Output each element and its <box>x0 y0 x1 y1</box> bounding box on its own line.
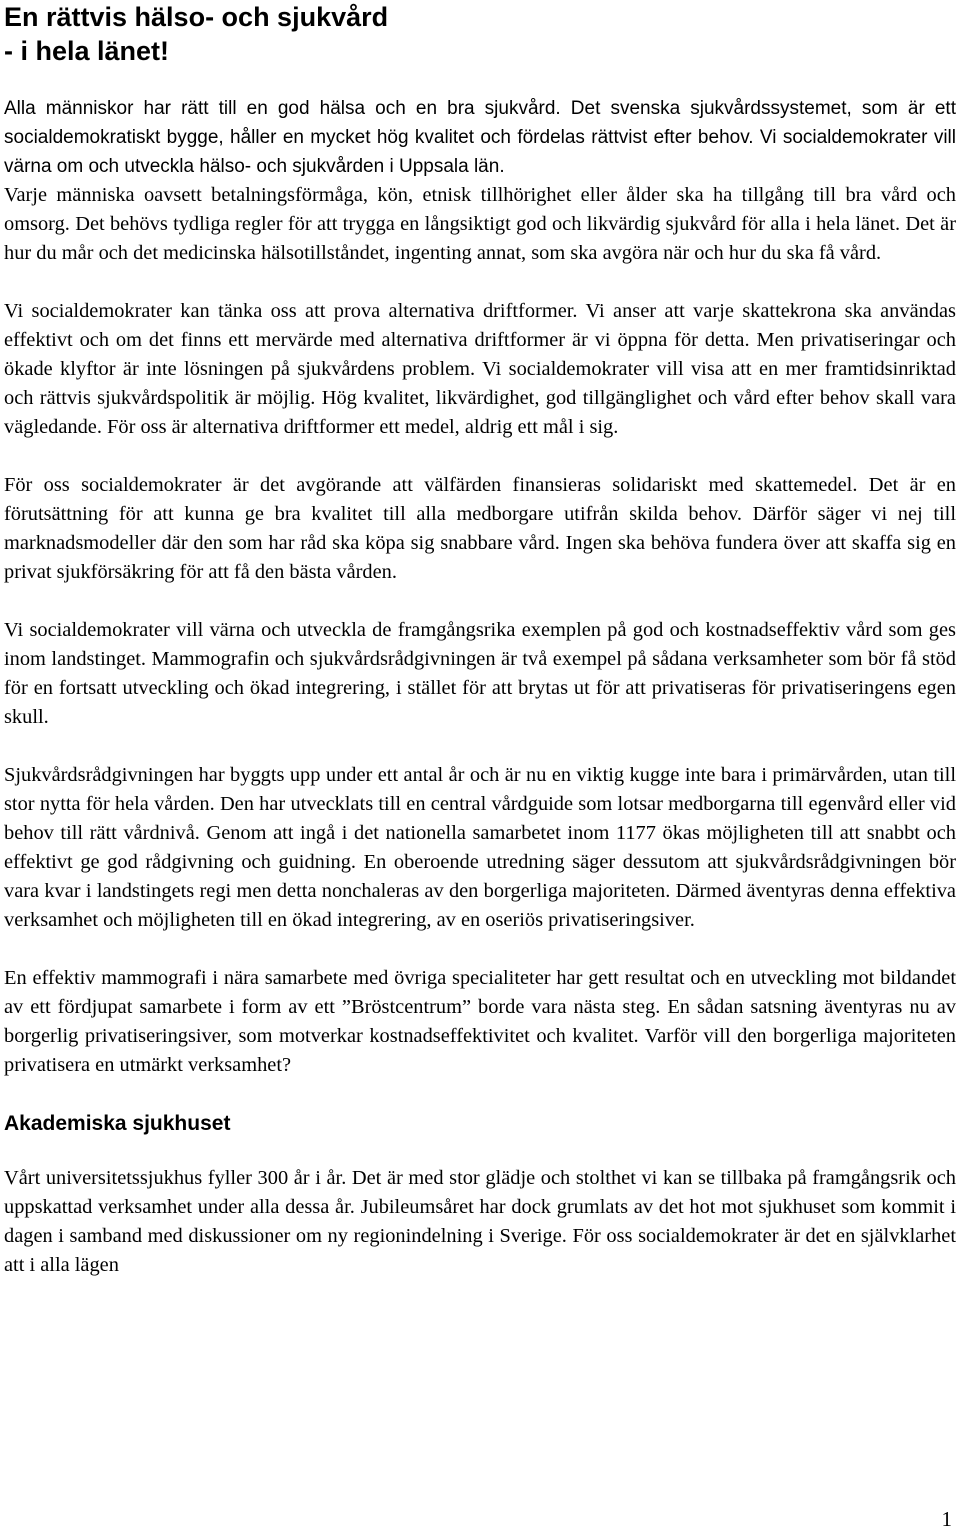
paragraph-5: Sjukvårdsrådgivningen har byggts upp under ett antal år och är nu en viktig kugge inte bara i primärvården, utan till stor nytta för hela vården. Den har utvecklats till en central vårdguide som lotsar medborgarna till egenvård eller vid behov till rätt vårdnivå. Genom att ingå i det nationella samarbetet inom 1177 ökas möjligheten till att snabbt och effektivt ge god rådgivning och guidning. En oberoende utredning säger dessutom att sjukvårdsrådgivningen bör vara kvar i landstingets regi men detta nonchaleras av den borgerliga majoriteten. Därmed äventyras denna effektiva verksamhet och möjligheten till en ökad integrering, av en oseriös privatiseringsiver. <box>4 764 956 931</box>
paragraph-1: Varje människa oavsett betalningsförmåga, kön, etnisk tillhörighet eller ålder ska ha tillgång till bra vård och omsorg. Det behövs tydliga regler för att trygga en långsiktigt god och likvärdig sjukvård för alla i hela länet. Det är hur du mår och det medicinska hälsotillståndet, ingenting annat, som ska avgöra när och hur du ska få vård. <box>4 184 956 264</box>
paragraph-4: Vi socialdemokrater vill värna och utveckla de framgångsrika exemplen på god och kostnadseffektiv vård som ges inom landstinget. Mammografin och sjukvårdsrådgivningen är två exempel på sådana verksamheter som bör få stöd för en fortsatt utveckling och ökad integrering, i stället för att brytas ut för att privatiseras för privatiseringens egen skull. <box>4 619 956 728</box>
paragraph-3: För oss socialdemokrater är det avgörande att välfärden finansieras solidariskt med skattemedel. Det är en förutsättning för att kunna ge bra kvalitet till alla medborgare utifrån skilda behov. Därför säger vi nej till marknadsmodeller där den som har råd ska köpa sig snabbare vård. Ingen ska behöva fundera över att skaffa sig en privat sjukförsäkring för att få den bästa vården. <box>4 474 956 583</box>
title-line-2: - i hela länet! <box>4 36 170 66</box>
closing-paragraph: Vårt universitetssjukhus fyller 300 år i år. Det är med stor glädje och stolthet vi kan se tillbaka på framgångsrik och uppskattad verksamhet under alla dessa år. Jubileumsåret har dock grumlats av det hot mot sjukhuset som kommit i dagen i samband med diskussioner om ny regionindelning i Sverige. För oss socialdemokrater är det en självklarhet att i alla lägen <box>4 1167 956 1276</box>
intro-paragraph: Alla människor har rätt till en god hälsa och en bra sjukvård. Det svenska sjukvårdssystemet, som är ett socialdemokratiskt bygge, håller en mycket hög kvalitet och fördelas rättvist efter behov. Vi socialdemokrater vill värna om och utveckla hälso- och sjukvården i Uppsala län. <box>4 98 956 177</box>
paragraph-2: Vi socialdemokrater kan tänka oss att prova alternativa driftformer. Vi anser att varje skattekrona ska användas effektivt och om det finns ett mervärde med alternativa driftformer är vi öppna för detta. Men privatiseringar och ökade klyftor är inte lösningen på sjukvårdens problem. Vi socialdemokrater vill visa att en mer framtidsinriktad och rättvis sjukvårdspolitik är möjlig. Hög kvalitet, likvärdighet, god tillgänglighet och vård efter behov skall vara vägledande. För oss är alternativa driftformer ett medel, aldrig ett mål i sig. <box>4 300 956 438</box>
section-heading: Akademiska sjukhuset <box>4 1112 231 1135</box>
page-number: 1 <box>941 1507 952 1531</box>
document-title <box>4 0 956 68</box>
document-page <box>4 0 956 1280</box>
paragraph-6: En effektiv mammografi i nära samarbete med övriga specialiteter har gett resultat och en utveckling mot bildandet av ett fördjupat samarbete i form av ett ”Bröstcentrum” borde vara nästa steg. En sådan satsning äventyras nu av borgerlig privatiseringsiver, som motverkar kostnadseffektivitet och kvalitet. Varför vill den borgerliga majoriteten privatisera en utmärkt verksamhet? <box>4 967 956 1076</box>
title-line-1: En rättvis hälso- och sjukvård <box>4 2 389 32</box>
